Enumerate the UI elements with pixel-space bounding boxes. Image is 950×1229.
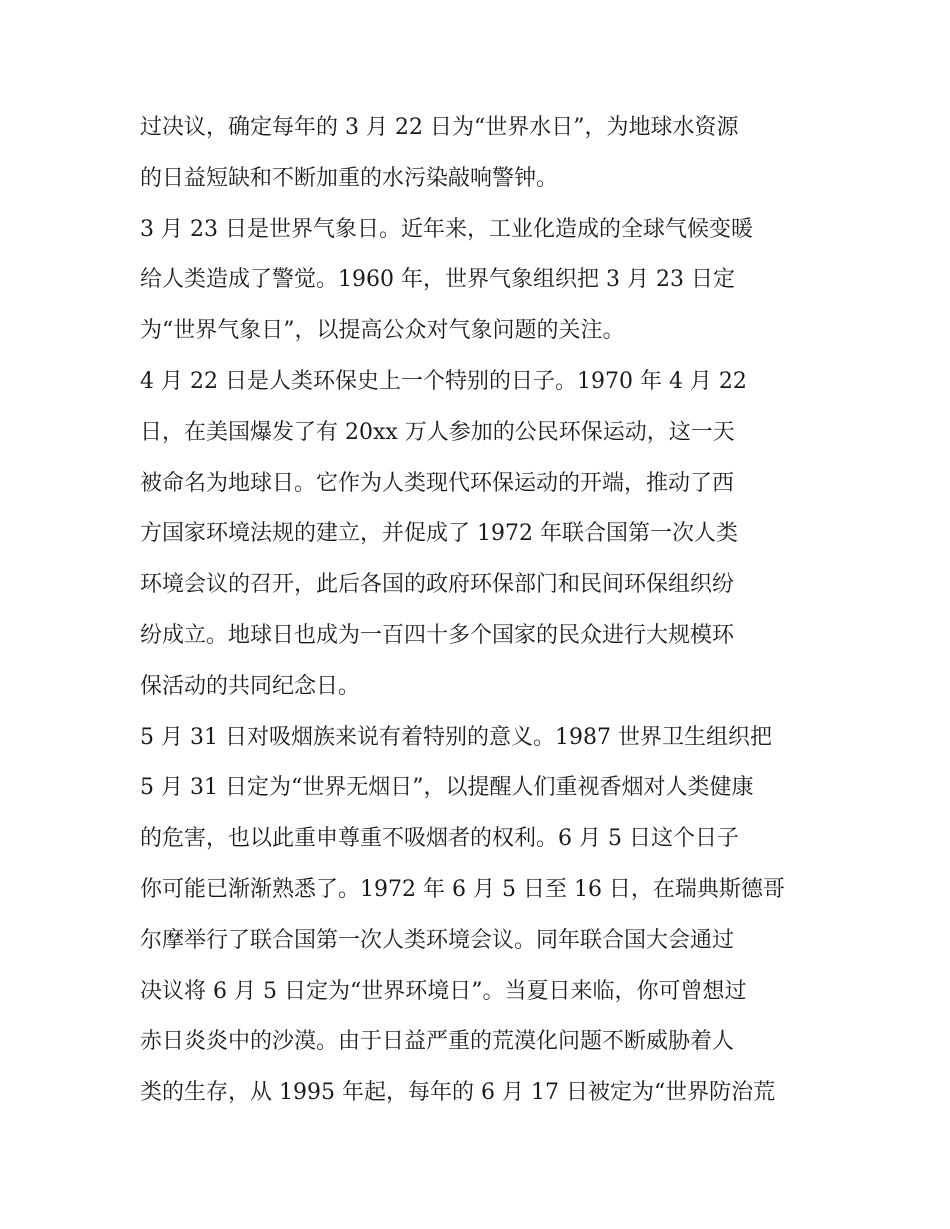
text-line: 环境会议的召开，此后各国的政府环保部门和民间环保组织纷 <box>140 572 735 598</box>
text-line: 过决议，确定每年的 3 月 22 日为“世界水日”，为地球水资源 <box>140 115 739 140</box>
text-line: 3 月 23 日是世界气象日。近年来，工业化造成的全球气候变暖 <box>140 216 753 242</box>
text-line: 日，在美国爆发了有 20xx 万人参加的公民环保运动，这一天 <box>140 419 735 445</box>
text-line: 5 月 31 日定为“世界无烟日”，以提醒人们重视香烟对人类健康 <box>140 775 754 801</box>
text-line: 方国家环境法规的建立，并促成了 1972 年联合国第一次人类 <box>140 521 738 547</box>
text-line: 赤日炎炎中的沙漠。由于日益严重的荒漠化问题不断威胁着人 <box>140 1029 735 1055</box>
text-line: 给人类造成了警觉。1960 年，世界气象组织把 3 月 23 日定 <box>140 267 735 293</box>
text-line: 你可能已渐渐熟悉了。1972 年 6 月 5 日至 16 日，在瑞典斯德哥 <box>140 876 785 902</box>
body-text <box>140 103 820 1119</box>
text-line: 为“世界气象日”，以提高公众对气象问题的关注。 <box>140 318 625 344</box>
text-line: 尔摩举行了联合国第一次人类环境会议。同年联合国大会通过 <box>140 927 735 953</box>
text-line: 决议将 6 月 5 日定为“世界环境日”。当夏日来临，你可曾想过 <box>140 978 747 1004</box>
text-line: 保活动的共同纪念日。 <box>140 673 361 699</box>
text-line: 的日益短缺和不断加重的水污染敲响警钟。 <box>140 165 559 191</box>
text-line: 被命名为地球日。它作为人类现代环保运动的开端，推动了西 <box>140 470 735 496</box>
text-line: 类的生存，从 1995 年起，每年的 6 月 17 日被定为“世界防治荒 <box>140 1080 776 1106</box>
text-line: 纷成立。地球日也成为一百四十多个国家的民众进行大规模环 <box>140 622 735 648</box>
text-line: 4 月 22 日是人类环保史上一个特别的日子。1970 年 4 月 22 <box>140 368 747 394</box>
text-line: 的危害，也以此重申尊重不吸烟者的权利。6 月 5 日这个日子 <box>140 826 739 852</box>
text-line: 5 月 31 日对吸烟族来说有着特别的意义。1987 世界卫生组织把 <box>140 724 772 750</box>
